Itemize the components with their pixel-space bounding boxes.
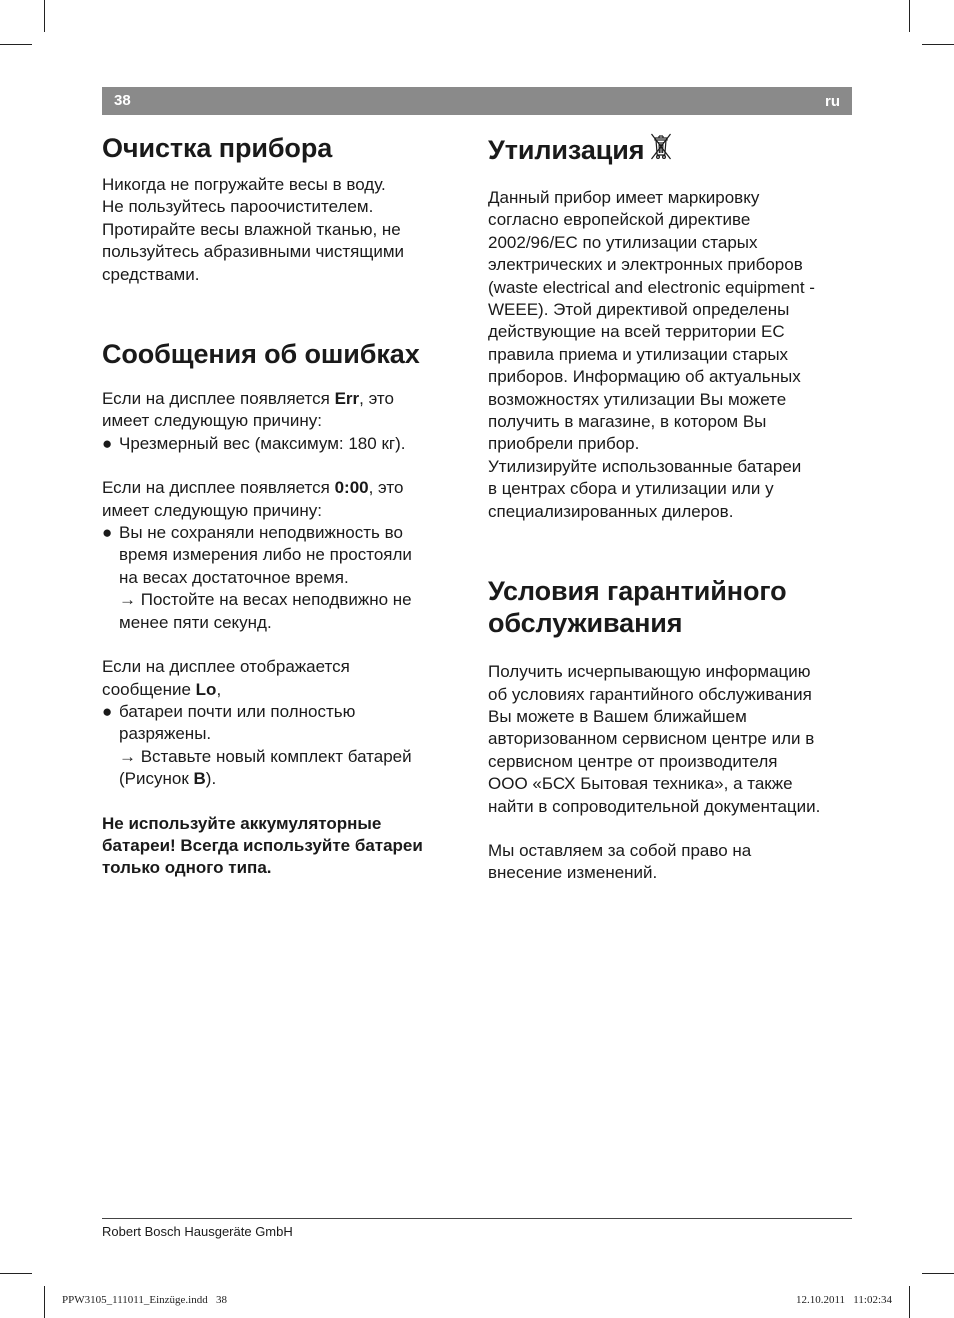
disposal-text: Данный прибор имеет маркировку согласно европейской директиве 2002/96/EC по утилизации старых электрических и электронных приборов (waste electrical and electronic equipment - WEEE). Этой директивой определены действующие на всей территории ЕС правила приема и утилизации старых приборов. Информацию об актуальных возможностях утилизации Вы можете получить в магазине, в котором Вы приобрели прибор. Утилизируйте использованные батареи в центрах сбора и утилизации или у специализированных дилеров. bbox=[488, 188, 815, 521]
crop-mark bbox=[922, 44, 954, 45]
cleaning-text: Никогда не погружайте весы в воду. Не пользуйтесь пароочистителем. Протирайте весы влажной тканью, не пользуйтесь абразивными чистящими средствами. bbox=[102, 175, 405, 284]
err-cause: Чрезмерный вес (максимум: 180 кг). bbox=[119, 433, 406, 453]
err-code: Err bbox=[334, 389, 360, 409]
err-intro: Если на дисплее появляется Err, это имеет следующую причину: bbox=[102, 389, 394, 431]
changes-note: Мы оставляем за собой право на внесение изменений. bbox=[488, 840, 752, 883]
crop-mark bbox=[909, 1286, 910, 1318]
list-item bbox=[102, 522, 464, 634]
weee-crossed-bin-icon bbox=[650, 132, 672, 169]
warranty-section bbox=[488, 575, 854, 885]
bullet-dot: ● bbox=[102, 523, 113, 543]
zero-intro: Если на дисплее появляется 0:00, это имеет следующую причину: bbox=[102, 478, 404, 520]
disposal-heading: Утилизация bbox=[488, 132, 854, 169]
lo-code: Lo bbox=[195, 679, 217, 699]
list-item bbox=[102, 701, 464, 791]
battery-warning: Не используйте аккумуляторные батареи! Всегда используйте батареи только одного типа. bbox=[102, 813, 423, 878]
print-slug-file: PPW3105_111011_Einzüge.indd 38 bbox=[62, 1294, 227, 1306]
crop-mark bbox=[909, 0, 910, 32]
warranty-heading: Условия гарантийного обслуживания bbox=[488, 576, 787, 639]
left-column bbox=[102, 132, 464, 880]
page-header-bar bbox=[102, 87, 852, 115]
lo-cause: батареи почти или полностью разряжены. → Вставьте новый комплект батарей (Рисунок B). bbox=[119, 701, 412, 789]
errors-heading: Сообщения об ошибках bbox=[102, 339, 420, 370]
zero-code: 0:00 bbox=[334, 478, 369, 498]
footer-divider bbox=[102, 1218, 852, 1219]
language-code: ru bbox=[825, 93, 840, 110]
lo-intro: Если на дисплее отображается сообщение Lo, bbox=[102, 657, 350, 699]
cleaning-heading: Очистка прибора bbox=[102, 133, 333, 163]
bullet-dot: ● bbox=[102, 433, 113, 453]
page-number: 38 bbox=[114, 92, 131, 109]
crop-mark bbox=[44, 0, 45, 32]
footer-company: Robert Bosch Hausgeräte GmbH bbox=[102, 1224, 293, 1239]
crop-mark bbox=[44, 1286, 45, 1318]
disposal-section bbox=[488, 132, 854, 523]
errors-section bbox=[102, 338, 464, 880]
cleaning-section bbox=[102, 132, 464, 286]
right-column bbox=[488, 132, 854, 885]
crop-mark bbox=[0, 1273, 32, 1274]
print-slug-date: 12.10.2011 11:02:34 bbox=[795, 1294, 892, 1306]
crop-mark bbox=[922, 1273, 954, 1274]
zero-cause: Вы не сохраняли неподвижность во время измерения либо не простояли на весах достаточное время. → Постойте на весах неподвижно не менее пяти секунд. bbox=[119, 523, 412, 632]
warranty-text: Получить исчерпывающую информацию об условиях гарантийного обслуживания Вы можете в Вашем ближайшем авторизованном сервисном центре или в сервисном центре от производителя ООО «БСХ Бытовая техника», а также найти в сопроводительной документации. bbox=[488, 662, 821, 816]
crop-mark bbox=[0, 44, 32, 45]
bullet-dot: ● bbox=[102, 701, 113, 721]
list-item bbox=[102, 433, 464, 455]
